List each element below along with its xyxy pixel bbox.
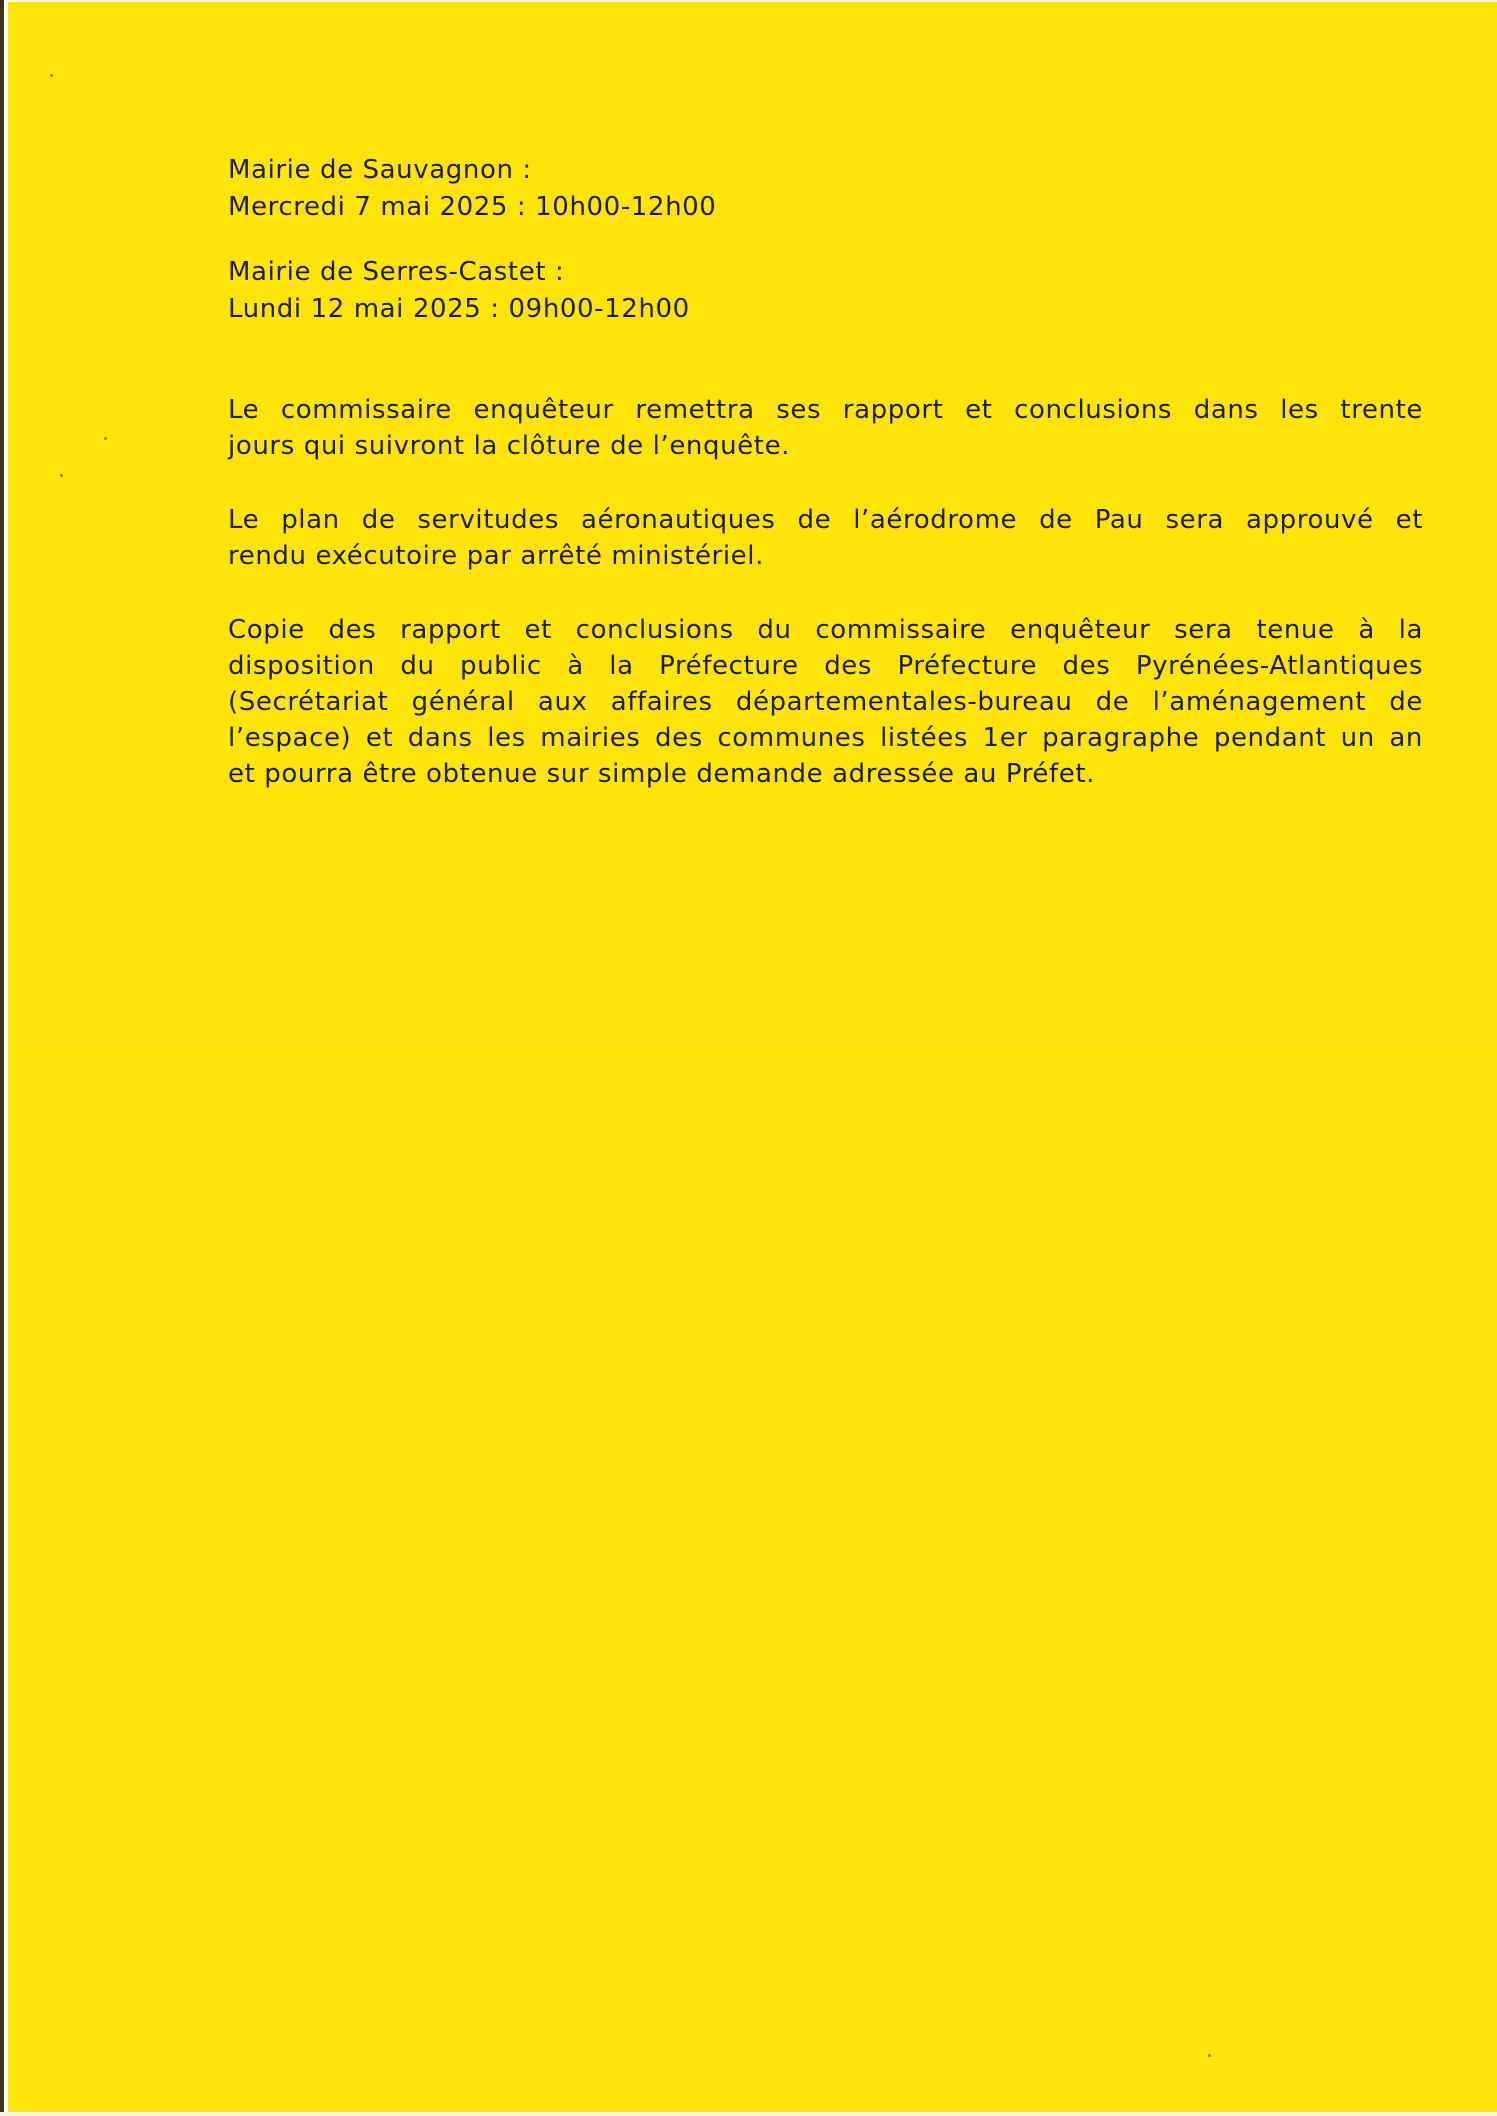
scan-speck — [60, 474, 63, 477]
session-sauvagnon — [228, 152, 1423, 226]
scan-speck — [1208, 2054, 1211, 2057]
paragraph-line: (Secrétariat général aux affaires départementales-bureau de l’aménagement de — [228, 687, 1423, 717]
paragraph-line: rendu exécutoire par arrêté ministériel. — [228, 541, 764, 571]
paragraph-line: Le plan de servitudes aéronautiques de l’aérodrome de Pau sera approuvé et — [228, 505, 1423, 535]
session-place: Mairie de Sauvagnon : — [228, 155, 532, 185]
yellow-notice-page — [8, 2, 1497, 2112]
page-fold-crease — [8, 1038, 1497, 1044]
paragraph-line: jours qui suivront la clôture de l’enquête. — [228, 431, 791, 461]
scan-left-edge — [0, 0, 4, 2116]
scan-speck — [104, 437, 107, 440]
paragraph-line: disposition du public à la Préfecture des Préfecture des Pyrénées-Atlantiques — [228, 651, 1423, 681]
paragraph-line: l’espace) et dans les mairies des communes listées 1er paragraphe pendant un an — [228, 723, 1423, 753]
session-place: Mairie de Serres-Castet : — [228, 257, 565, 287]
paragraph-approval — [228, 502, 1423, 574]
paragraph-report-delay — [228, 392, 1423, 464]
paragraph-line: et pourra être obtenue sur simple demande adressée au Préfet. — [228, 759, 1096, 789]
session-schedule: Lundi 12 mai 2025 : 09h00-12h00 — [228, 294, 690, 324]
scan-speck — [50, 74, 53, 77]
session-serres-castet — [228, 254, 1423, 328]
scan-bottom-edge — [0, 2112, 1497, 2116]
paragraph-line: Le commissaire enquêteur remettra ses rapport et conclusions dans les trente — [228, 395, 1423, 425]
paragraph-line: Copie des rapport et conclusions du commissaire enquêteur sera tenue à la — [228, 615, 1423, 645]
session-schedule: Mercredi 7 mai 2025 : 10h00-12h00 — [228, 192, 717, 222]
notice-body — [228, 152, 1423, 792]
paragraph-report-availability — [228, 612, 1423, 792]
